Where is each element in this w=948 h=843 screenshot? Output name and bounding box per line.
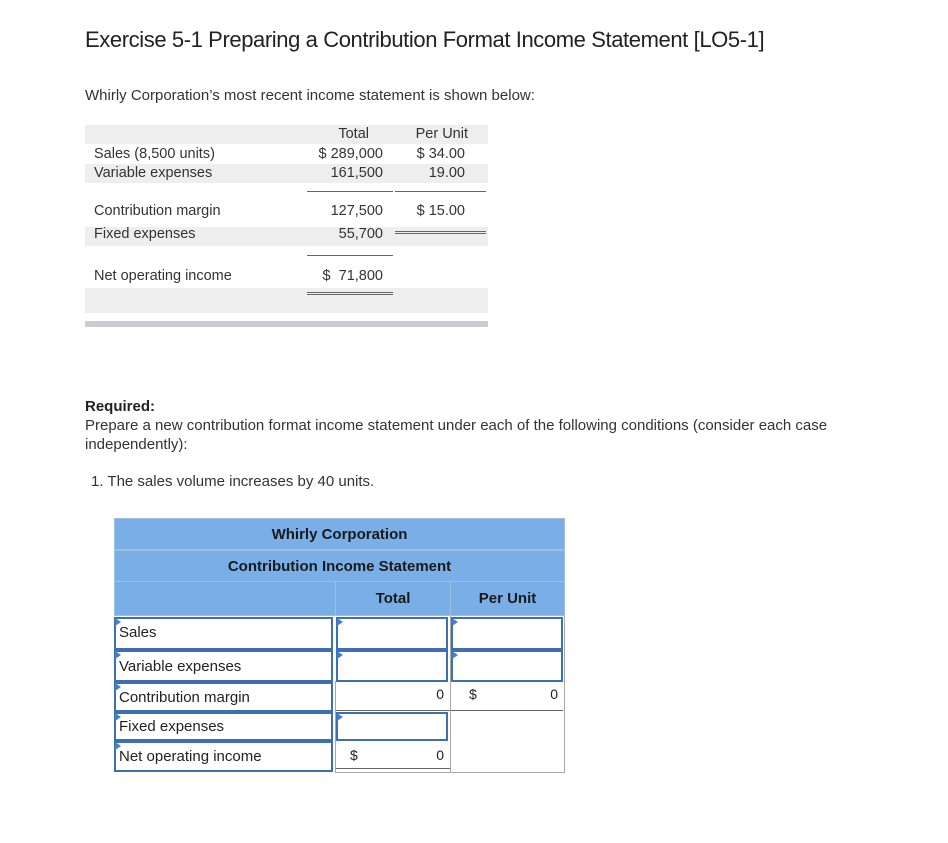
page-title: Exercise 5-1 Preparing a Contribution Format Income Statement [LO5-1] xyxy=(85,27,765,52)
variable-per-unit-input[interactable] xyxy=(451,650,563,682)
header-total: Total xyxy=(338,126,369,142)
sales-total-input[interactable] xyxy=(336,617,448,650)
underline xyxy=(395,191,486,192)
row-label-fixed: Fixed expenses xyxy=(94,226,196,242)
underline xyxy=(336,710,450,711)
sales-per-unit: $ 34.00 xyxy=(416,146,465,162)
intro-text: Whirly Corporation’s most recent income statement is shown below: xyxy=(85,87,535,104)
fixed-total-input[interactable] xyxy=(336,712,448,741)
variable-total: 161,500 xyxy=(330,165,383,181)
question-1: 1. The sales volume increases by 40 units. xyxy=(91,473,375,490)
variable-per-unit: 19.00 xyxy=(428,165,465,181)
column-header-total: Total xyxy=(335,582,450,616)
double-underline xyxy=(395,231,486,234)
row-label-variable[interactable]: Variable expenses xyxy=(114,650,333,682)
noi-dollar-sign: $ xyxy=(350,747,370,763)
row-label-sales: Sales (8,500 units) xyxy=(94,146,215,162)
marker-icon xyxy=(452,618,458,626)
marker-icon xyxy=(115,651,121,659)
row-band xyxy=(85,288,488,313)
marker-icon xyxy=(337,713,343,721)
cm-total: 127,500 xyxy=(330,203,383,219)
cm-total-value: 0 xyxy=(336,686,444,702)
row-label-cm[interactable]: Contribution margin xyxy=(114,682,333,712)
double-underline xyxy=(307,292,393,295)
marker-icon xyxy=(115,713,121,721)
cm-per-unit: $ 15.00 xyxy=(416,203,465,219)
required-heading: Required: xyxy=(85,398,156,415)
grid-line xyxy=(564,616,565,773)
answer-table xyxy=(114,518,565,773)
required-text: Prepare a new contribution format income statement under each of the following conditions (consider each case independently): xyxy=(85,417,828,453)
row-label-cm: Contribution margin xyxy=(94,203,221,219)
label-column-header xyxy=(114,582,335,616)
grid-line xyxy=(335,772,565,773)
marker-icon xyxy=(452,651,458,659)
row-label-fixed[interactable]: Fixed expenses xyxy=(114,712,333,741)
cm-dollar-sign: $ xyxy=(469,686,489,702)
company-name-header: Whirly Corporation xyxy=(114,518,565,550)
fixed-total: 55,700 xyxy=(338,226,383,242)
row-label-noi[interactable]: Net operating income xyxy=(114,741,333,772)
marker-icon xyxy=(115,618,121,626)
column-header-per-unit: Per Unit xyxy=(450,582,565,616)
variable-total-input[interactable] xyxy=(336,650,448,682)
statement-title-header: Contribution Income Statement xyxy=(114,550,565,582)
sales-per-unit-input[interactable] xyxy=(451,617,563,650)
row-label-sales[interactable]: Sales xyxy=(114,617,333,650)
underline xyxy=(336,768,450,769)
header-per-unit: Per Unit xyxy=(415,126,468,142)
noi-total-value: 0 xyxy=(376,747,444,763)
marker-icon xyxy=(337,618,343,626)
marker-icon xyxy=(115,742,121,750)
row-label-noi: Net operating income xyxy=(94,268,232,284)
marker-icon xyxy=(337,651,343,659)
sales-total: $ 289,000 xyxy=(318,146,383,162)
underline xyxy=(307,255,393,256)
row-label-variable: Variable expenses xyxy=(94,165,213,181)
noi-total: $ 71,800 xyxy=(322,268,383,284)
marker-icon xyxy=(115,683,121,691)
underline xyxy=(307,191,393,192)
given-income-statement xyxy=(85,125,488,330)
statement-bottom-bar xyxy=(85,321,488,327)
underline xyxy=(451,710,563,711)
cm-per-unit-value: 0 xyxy=(494,686,558,702)
